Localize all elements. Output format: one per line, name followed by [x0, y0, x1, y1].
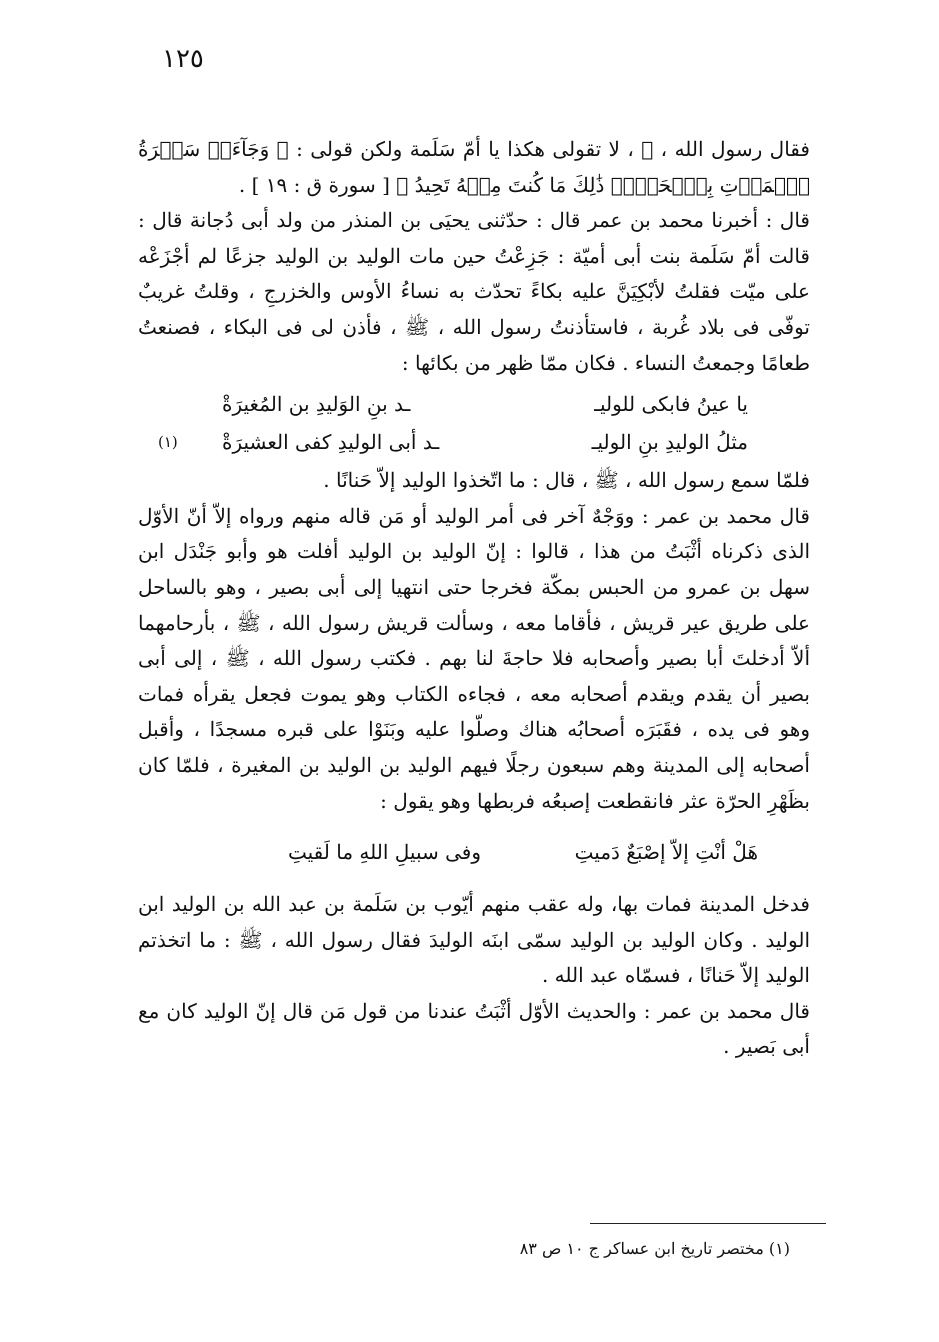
verse-1-second-hemistich: ـد بنِ الوَليدِ بن المُغيرَةْ [222, 392, 411, 417]
single-verse-first-hemistich: هَلْ أنْتِ إلاّ إصْبَعٌ دَميتِ [574, 840, 758, 865]
paragraph-2: قال : أخبرنا محمد بن عمر قال : حدّثنى يحيَى بن المنذر من ولد أبى دُجانة قال : قالت أمّ سَلَمة بنت أبى أميّة : جَزِعْتُ حين مات الوليد بن الوليد جزعًا لم أجْزَعْه على ميّت فقلتُ لأبْكِيَنَّ عليه بكاءً تحدّث به نساءُ الأوس والخزرجِ ، وقلتُ غريبٌ توفّى فى بلاد غُربة ، فاستأذنتُ رسول الله ، ﷺ ، فأذن لى فى البكاء ، فصنعتُ طعامًا وجمعتُ النساء . فكان ممّا ظهر من بكائها : [138, 208, 810, 375]
verse-line-2 [138, 423, 810, 461]
verse-line-1 [138, 385, 810, 423]
paragraph-1: فقال رسول الله ، ﷺ ، لا تقولى هكذا يا أمّ سَلَمة ولكن قولى : ﴿ وَجَآءَتۡ سَكۡرَةُ ٱلۡمَوۡتِ بِٱلۡحَقِّۖ ذَٰلِكَ مَا كُنتَ مِنۡهُ تَحِيدُ ﴾ [ سورة ق : ١٩ ] . [138, 137, 810, 197]
single-verse [138, 833, 810, 871]
footnote-marker: (١) [158, 433, 178, 452]
paragraph-6: قال محمد بن عمر : والحديث الأوّل أثْبَتُ عندنا من قول مَن قال إنّ الوليد كان مع أبى بَصير . [138, 998, 810, 1059]
verse-2-first-hemistich: مثلُ الوليدِ بنِ الوليـ [591, 430, 748, 455]
single-verse-second-hemistich: وفى سبيلِ اللهِ ما لَقيتِ [288, 840, 481, 865]
footnote-divider [590, 1223, 826, 1224]
verse-1-first-hemistich: يا عينُ فابكى للوليـ [594, 392, 748, 417]
poem-verses [138, 385, 810, 461]
paragraph-3: فلمّا سمع رسول الله ، ﷺ ، قال : ما اتّخذوا الوليد إلاّ حَنانًا . [323, 468, 810, 493]
page-number: ١٢٥ [162, 44, 204, 74]
paragraph-4: قال محمد بن عمر : ووَجْهٌ آخر فى أمر الوليد أو مَن قاله منهم ورواه إلاّ أنّ الأوّل الذى ذكرناه أثْبَتُ من هذا ، قالوا : إنّ الوليد بن الوليد أفلت هو وأبو جَنْدَل ابن سهل بن عمرو من الحبس بمكّة فخرجا حتى انتهيا إلى أبى بصير ، وهو بالساحل على طريق عير قريش ، فأقاما معه ، وسألت قريش رسول الله ، ﷺ ، بأرحامهما ألاّ أدخلتَ أبا بصير وأصحابه فلا حاجةَ لنا بهم . فكتب رسول الله ، ﷺ ، إلى أبى بصير أن يقدم ويقدم أصحابه معه ، فجاءه الكتاب وهو يموت فجعل يقرأه فمات وهو فى يده ، فقَبَرَه أصحابُه هناك وصلّوا عليه وبَنَوْا على قبره مسجدًا ، وأقبل أصحابه إلى المدينة وهم سبعون رجلًا فيهم الوليد بن الوليد بن المغيرة ، فلمّا كان بظَهْرِ الحرّة عثر فانقطعت إصبعُه فربطها وهو يقول : [138, 503, 810, 813]
verse-2-second-hemistich: ـد أبى الوليدِ كفى العشيرَةْ [222, 430, 440, 455]
footnote: (١) مختصر تاريخ ابن عساكر ج ١٠ ص ٨٣ [519, 1239, 790, 1258]
paragraph-5: فدخل المدينة فمات بها، وله عقب منهم أيّوب بن سَلَمة بن عبد الله بن الوليد ابن الوليد . وكان الوليد بن الوليد سمّى ابنَه الوليدَ فقال رسول الله ، ﷺ : ما اتخذتم الوليد إلاّ حَنانًا ، فسمّاه عبد الله . [138, 892, 810, 988]
page-body [138, 132, 810, 1065]
